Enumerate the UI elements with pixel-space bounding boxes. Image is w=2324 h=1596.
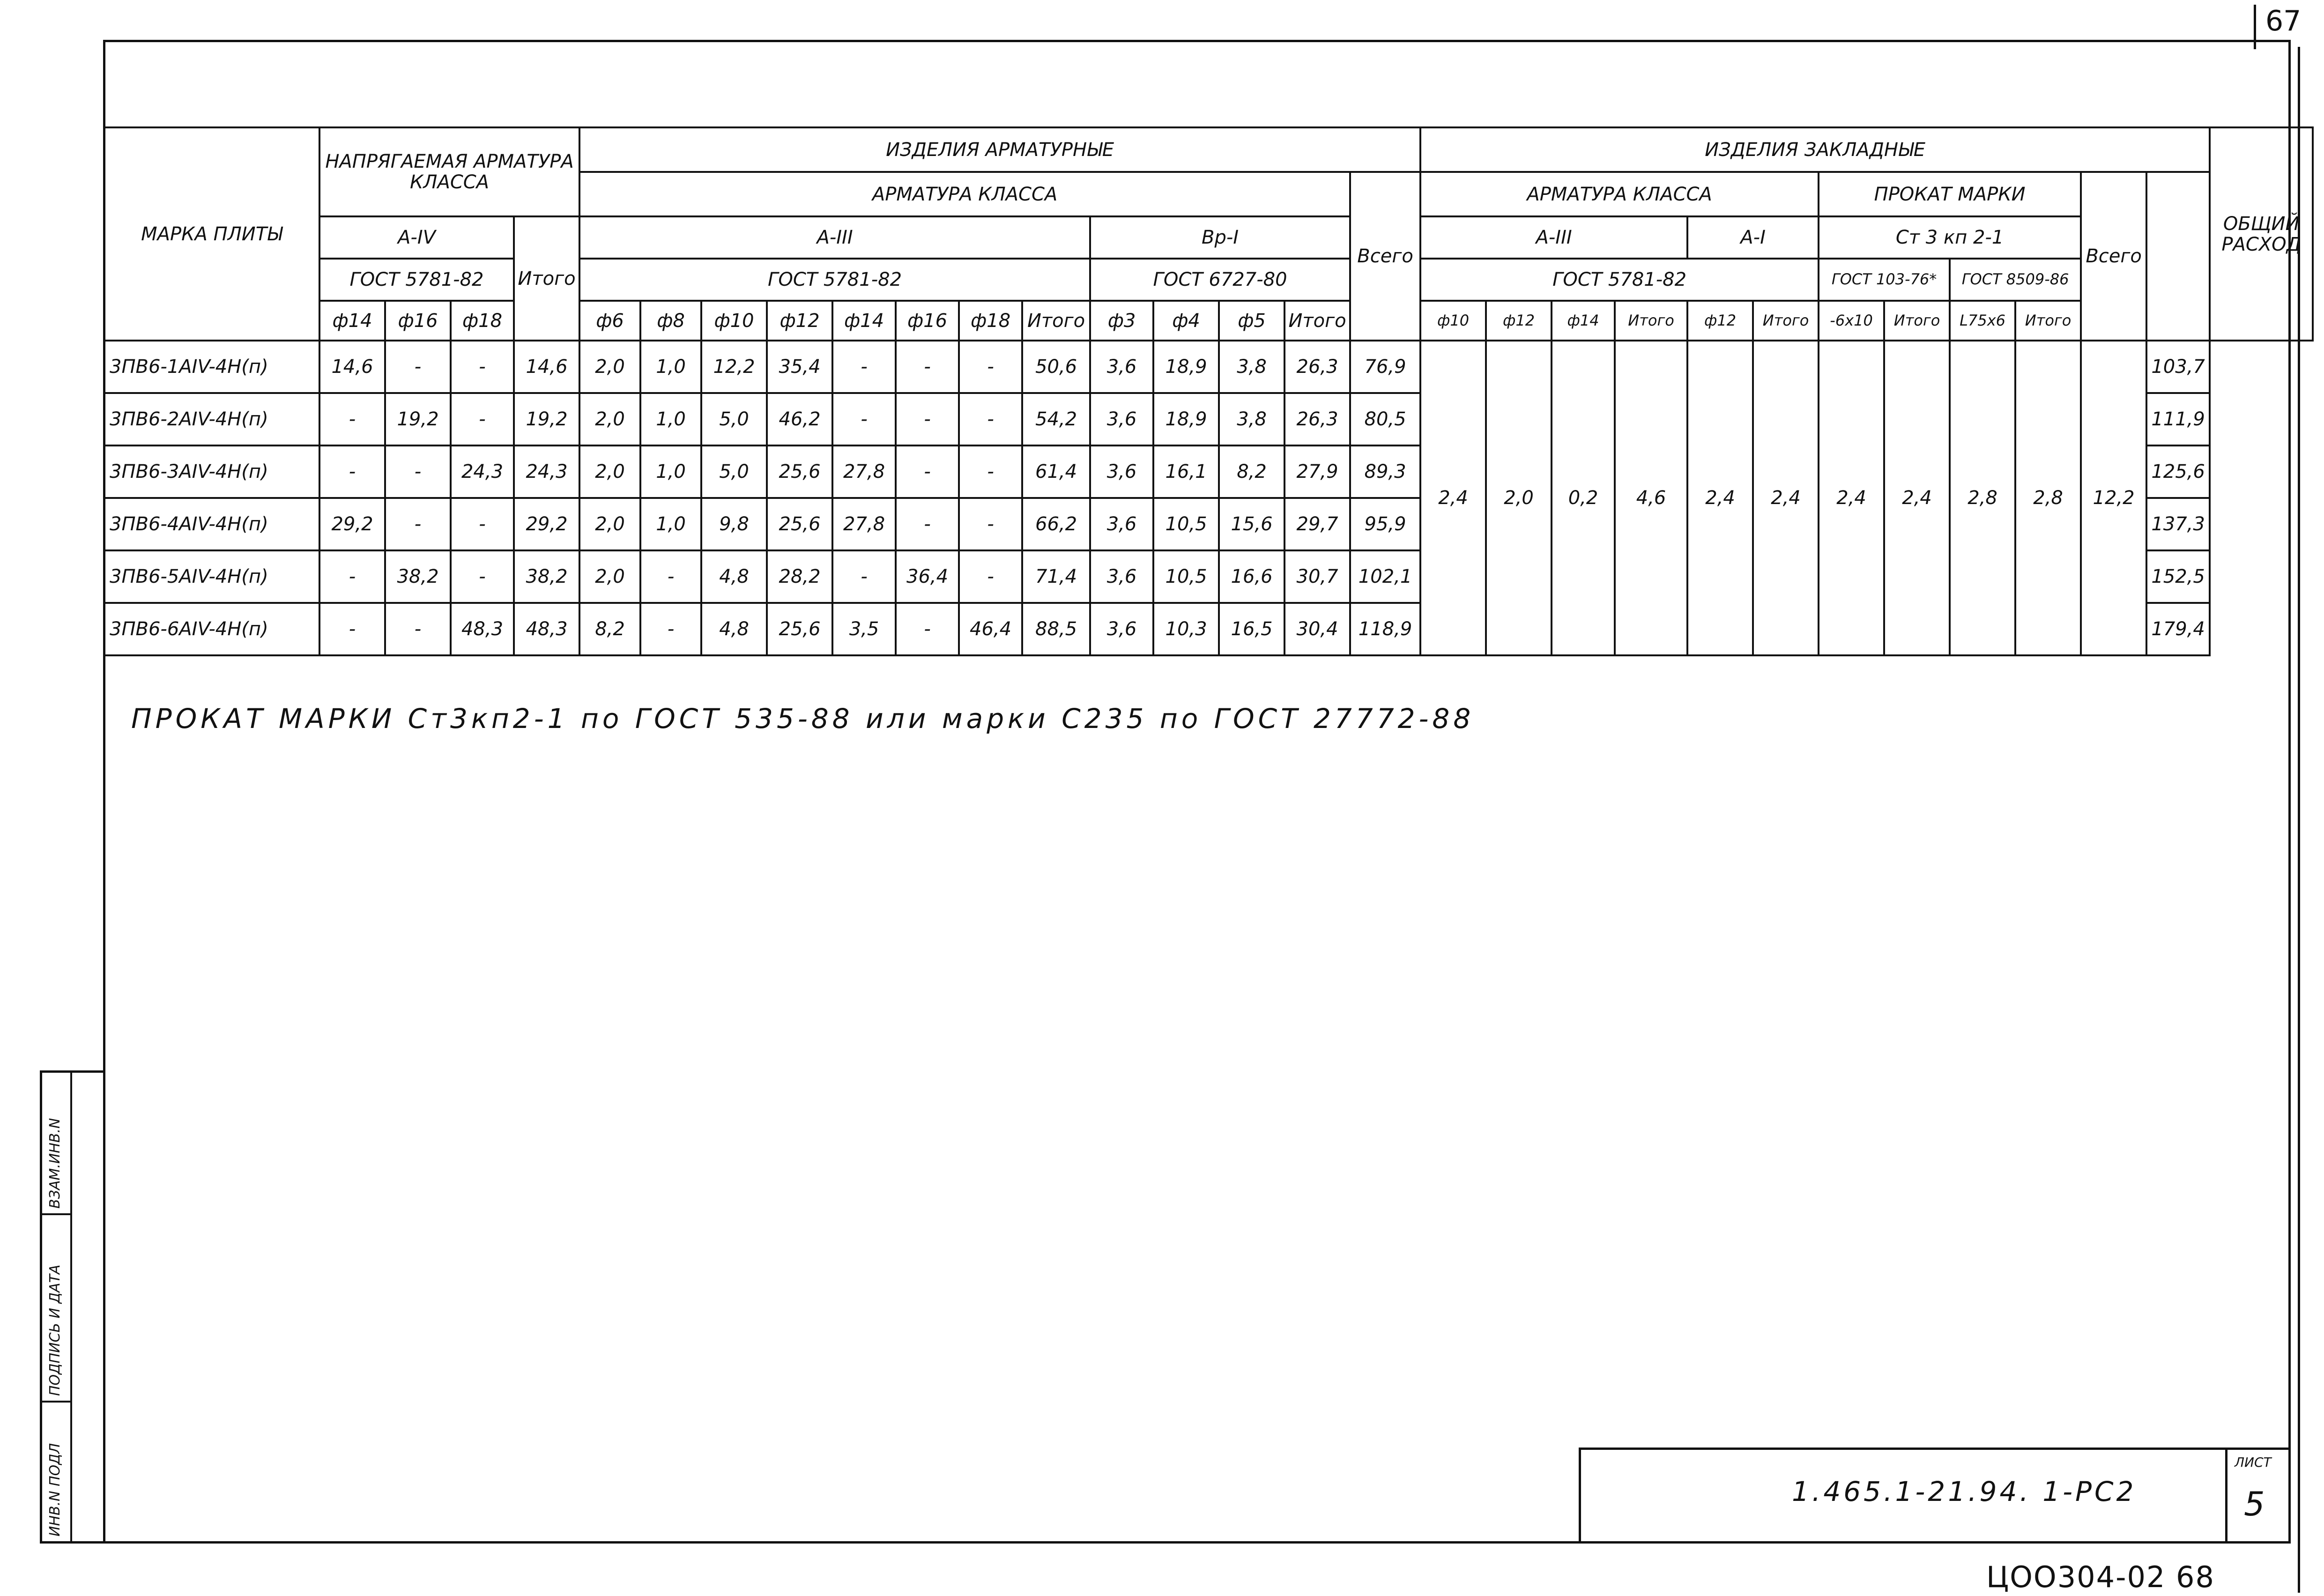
zakl-value: 2,4 [1819, 341, 1884, 655]
zakl-value: 2,4 [1687, 341, 1753, 655]
row-value: 102,1 [1350, 550, 1420, 603]
row-value: 1,0 [640, 341, 701, 393]
col-header: ф16 [896, 301, 959, 341]
header-vsego2: Всего [2081, 172, 2146, 341]
row-value: 46,2 [767, 393, 832, 445]
row-value: 16,1 [1153, 445, 1219, 498]
row-value: 89,3 [1350, 445, 1420, 498]
row-value: 16,6 [1219, 550, 1285, 603]
row-value: - [896, 445, 959, 498]
row-value: 38,2 [385, 550, 451, 603]
row-value: 27,8 [832, 445, 896, 498]
row-value: - [451, 393, 514, 445]
row-total: 103,7 [2146, 341, 2210, 393]
side-cell-podpis [42, 1213, 70, 1403]
col-header: ф14 [319, 301, 385, 341]
row-mark: 3ПВ6-6АIV-4Н(п) [104, 603, 319, 655]
col-header: ф10 [1420, 301, 1486, 341]
header-napr-itogo: Итого [514, 216, 579, 341]
row-value: 25,6 [767, 603, 832, 655]
zakl-value: 4,6 [1615, 341, 1687, 655]
row-mark: 3ПВ6-5АIV-4Н(п) [104, 550, 319, 603]
col-header: ф14 [832, 301, 896, 341]
side-label-podpis: ПОДПИСЬ И ДАТА [47, 1264, 63, 1396]
row-value: 54,2 [1022, 393, 1090, 445]
row-value: - [959, 341, 1022, 393]
row-value: 38,2 [514, 550, 579, 603]
row-mark: 3ПВ6-4АIV-4Н(п) [104, 498, 319, 550]
zakl-value: 2,8 [1950, 341, 2015, 655]
row-value: - [959, 498, 1022, 550]
header-prokat-mark: Ст 3 кп 2-1 [1819, 216, 2081, 259]
col-header: L75х6 [1950, 301, 2015, 341]
sheet-box [2225, 1450, 2288, 1541]
row-mark: 3ПВ6-3АIV-4Н(п) [104, 445, 319, 498]
row-value: 3,6 [1090, 550, 1153, 603]
row-value: - [319, 550, 385, 603]
sheet-number: 5 [2244, 1485, 2265, 1523]
table-row [104, 341, 2313, 393]
row-value: 3,6 [1090, 341, 1153, 393]
row-total: 152,5 [2146, 550, 2210, 603]
header-vr-gost: ГОСТ 6727-80 [1090, 259, 1350, 301]
row-value: 3,6 [1090, 498, 1153, 550]
row-value: 29,2 [514, 498, 579, 550]
header-zakl-a3: А-III [1420, 216, 1687, 259]
specification-table [103, 126, 2314, 656]
row-value: 3,8 [1219, 393, 1285, 445]
header-marka: МАРКА ПЛИТЫ [104, 127, 319, 341]
row-value: 1,0 [640, 498, 701, 550]
col-header: Итого [1753, 301, 1819, 341]
row-value: 2,0 [579, 445, 640, 498]
col-header: ф18 [451, 301, 514, 341]
col-header: Итого [1022, 301, 1090, 341]
row-value: - [959, 393, 1022, 445]
row-value: 80,5 [1350, 393, 1420, 445]
row-value: - [319, 603, 385, 655]
page-number: 67 [2254, 5, 2310, 49]
row-value: 12,2 [701, 341, 767, 393]
row-value: 95,9 [1350, 498, 1420, 550]
zakl-value: 2,4 [1884, 341, 1950, 655]
row-value: 2,0 [579, 498, 640, 550]
row-value: 18,9 [1153, 393, 1219, 445]
row-value: 25,6 [767, 498, 832, 550]
row-value: 35,4 [767, 341, 832, 393]
row-value: 9,8 [701, 498, 767, 550]
row-value: - [959, 550, 1022, 603]
header-zakl-gost: ГОСТ 5781-82 [1420, 259, 1819, 301]
row-value: 29,7 [1285, 498, 1350, 550]
header-vsego1: Всего [1350, 172, 1420, 341]
row-total: 111,9 [2146, 393, 2210, 445]
header-vr-class: Вр-I [1090, 216, 1350, 259]
row-value: 48,3 [451, 603, 514, 655]
zakl-value: 2,8 [2015, 341, 2081, 655]
row-value: 46,4 [959, 603, 1022, 655]
row-value: 24,3 [514, 445, 579, 498]
row-value: 30,7 [1285, 550, 1350, 603]
row-value: - [832, 393, 896, 445]
row-total: 125,6 [2146, 445, 2210, 498]
header-a3-class: А-III [579, 216, 1090, 259]
row-mark: 3ПВ6-2АIV-4Н(п) [104, 393, 319, 445]
row-value: 66,2 [1022, 498, 1090, 550]
row-value: 10,5 [1153, 550, 1219, 603]
side-stamp [40, 1070, 105, 1544]
sheet-label: ЛИСТ [2235, 1455, 2272, 1470]
row-value: 10,3 [1153, 603, 1219, 655]
row-value: - [451, 498, 514, 550]
row-value: - [896, 393, 959, 445]
row-value: - [385, 603, 451, 655]
row-value: - [451, 341, 514, 393]
col-header: ф18 [959, 301, 1022, 341]
header-obshiy: ОБЩИЙ РАСХОД [2210, 127, 2313, 341]
col-header: Итого [1285, 301, 1350, 341]
col-header: Итого [1884, 301, 1950, 341]
col-header: ф6 [579, 301, 640, 341]
header-zakl-arm-sub: АРМАТУРА КЛАССА [1420, 172, 1819, 216]
col-header: ф8 [640, 301, 701, 341]
header-prokat-gost1: ГОСТ 103-76* [1819, 259, 1950, 301]
row-value: - [959, 445, 1022, 498]
col-header: ф12 [1687, 301, 1753, 341]
header-prokat-gost2: ГОСТ 8509-86 [1950, 259, 2081, 301]
row-value: 15,6 [1219, 498, 1285, 550]
row-value: 30,4 [1285, 603, 1350, 655]
row-value: 3,6 [1090, 393, 1153, 445]
row-value: 61,4 [1022, 445, 1090, 498]
row-value: - [319, 393, 385, 445]
row-value: 29,2 [319, 498, 385, 550]
row-value: - [896, 603, 959, 655]
row-value: 48,3 [514, 603, 579, 655]
row-value: 10,5 [1153, 498, 1219, 550]
header-napr-class: А-IV [319, 216, 514, 259]
document-code: 1.465.1-21.94. 1-РС2 [1792, 1476, 2137, 1507]
zakl-value: 2,4 [1753, 341, 1819, 655]
side-label-vzam: ВЗАМ.ИНВ.N [47, 1118, 63, 1209]
col-header: ф12 [767, 301, 832, 341]
col-header: ф3 [1090, 301, 1153, 341]
side-stamp-label-column [42, 1073, 72, 1541]
row-value: - [640, 550, 701, 603]
side-label-inv: ИНВ.N ПОДЛ [47, 1443, 63, 1537]
row-total: 137,3 [2146, 498, 2210, 550]
row-value: 3,5 [832, 603, 896, 655]
row-value: - [451, 550, 514, 603]
col-header: ф14 [1552, 301, 1615, 341]
row-value: 14,6 [514, 341, 579, 393]
zakl-value: 2,4 [1420, 341, 1486, 655]
row-value: 2,0 [579, 550, 640, 603]
row-value: - [640, 603, 701, 655]
row-value: 3,6 [1090, 603, 1153, 655]
header-zakl-a1: А-I [1687, 216, 1819, 259]
row-value: 5,0 [701, 445, 767, 498]
row-value: 16,5 [1219, 603, 1285, 655]
row-value: - [896, 498, 959, 550]
row-value: 14,6 [319, 341, 385, 393]
row-value: - [896, 341, 959, 393]
row-value: 18,9 [1153, 341, 1219, 393]
col-header: ф5 [1219, 301, 1285, 341]
row-total: 179,4 [2146, 603, 2210, 655]
row-value: 36,4 [896, 550, 959, 603]
header-prokat-sub: ПРОКАТ МАРКИ [1819, 172, 2081, 216]
header-a3-gost: ГОСТ 5781-82 [579, 259, 1090, 301]
row-value: 27,9 [1285, 445, 1350, 498]
row-value: 50,6 [1022, 341, 1090, 393]
row-value: 1,0 [640, 445, 701, 498]
zakl-value: 0,2 [1552, 341, 1615, 655]
archive-code: ЦОО304-02 68 [1986, 1560, 2215, 1594]
row-value: - [832, 550, 896, 603]
row-value: 71,4 [1022, 550, 1090, 603]
row-value: 88,5 [1022, 603, 1090, 655]
row-value: 1,0 [640, 393, 701, 445]
row-value: 118,9 [1350, 603, 1420, 655]
header-izd-arm-title: ИЗДЕЛИЯ АРМАТУРНЫЕ [579, 127, 1420, 172]
row-value: 5,0 [701, 393, 767, 445]
row-value: 26,3 [1285, 341, 1350, 393]
row-value: 76,9 [1350, 341, 1420, 393]
side-cell-inv [42, 1401, 70, 1541]
col-header: ф12 [1486, 301, 1552, 341]
header-napr-gost: ГОСТ 5781-82 [319, 259, 514, 301]
note-text: ПРОКАТ МАРКИ Ст3кп2-1 по ГОСТ 535-88 или марки С235 по ГОСТ 27772-88 [131, 703, 1475, 735]
row-value: - [385, 498, 451, 550]
row-value: 19,2 [514, 393, 579, 445]
row-mark: 3ПВ6-1АIV-4Н(п) [104, 341, 319, 393]
header-napr-title: НАПРЯГАЕМАЯ АРМАТУРА КЛАССА [319, 127, 579, 216]
row-value: 3,8 [1219, 341, 1285, 393]
col-header: ф10 [701, 301, 767, 341]
row-value: 2,0 [579, 393, 640, 445]
col-header: -6х10 [1819, 301, 1884, 341]
col-header: Итого [2015, 301, 2081, 341]
zakl-value: 12,2 [2081, 341, 2146, 655]
row-value: 25,6 [767, 445, 832, 498]
row-value: 4,8 [701, 603, 767, 655]
header-izd-zakl-title: ИЗДЕЛИЯ ЗАКЛАДНЫЕ [1420, 127, 2210, 172]
col-header: Итого [1615, 301, 1687, 341]
title-block [1579, 1448, 2288, 1541]
row-value: 24,3 [451, 445, 514, 498]
row-value: - [385, 341, 451, 393]
row-value: 8,2 [1219, 445, 1285, 498]
col-header: ф4 [1153, 301, 1219, 341]
row-value: 28,2 [767, 550, 832, 603]
row-value: 19,2 [385, 393, 451, 445]
header-izd-arm-sub: АРМАТУРА КЛАССА [579, 172, 1350, 216]
row-value: 26,3 [1285, 393, 1350, 445]
col-header: ф16 [385, 301, 451, 341]
row-value: - [832, 341, 896, 393]
row-value: 8,2 [579, 603, 640, 655]
row-value: 3,6 [1090, 445, 1153, 498]
row-value: 27,8 [832, 498, 896, 550]
row-value: - [385, 445, 451, 498]
row-value: - [319, 445, 385, 498]
row-value: 4,8 [701, 550, 767, 603]
zakl-value: 2,0 [1486, 341, 1552, 655]
side-cell-vzam [42, 1073, 70, 1215]
row-value: 2,0 [579, 341, 640, 393]
